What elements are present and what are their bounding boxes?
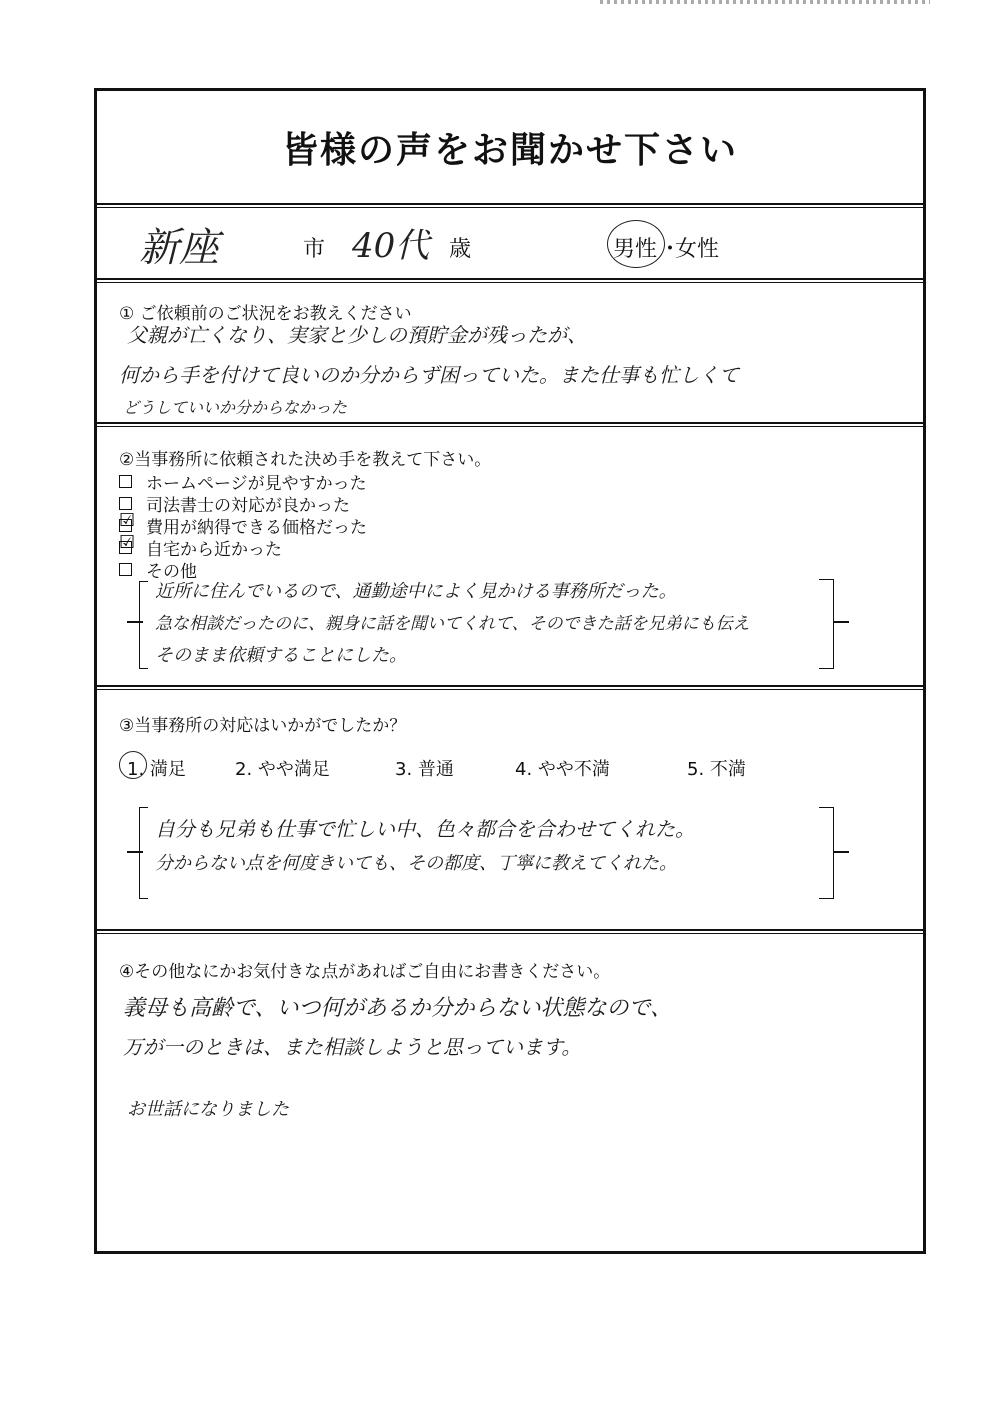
q2-other-line: 急な相談だったのに、親身に話を聞いてくれて、そのできた話を兄弟にも伝え <box>155 614 750 634</box>
checkbox[interactable] <box>119 563 132 576</box>
checkbox[interactable] <box>119 475 132 488</box>
age-handwritten: 40代 <box>352 226 430 266</box>
gender-female: 女性 <box>675 237 720 262</box>
gender-separator: ・ <box>659 237 682 262</box>
rating-option[interactable]: 3. 普通 <box>395 759 454 780</box>
bracket-tick <box>833 851 849 853</box>
option-label: 費用が納得できる価格だった <box>146 518 367 538</box>
q1-answer-line: 父親が亡くなり、実家と少しの預貯金が残ったが、 <box>127 323 587 347</box>
divider <box>97 929 923 934</box>
rating-option[interactable]: 1. 満足 <box>127 759 186 780</box>
q4-closing: お世話になりました <box>127 1099 289 1120</box>
divider <box>97 278 923 283</box>
form-title: 皆様の声をお聞かせ下さい <box>281 129 738 171</box>
q3-answer-line: 分からない点を何度きいても、その都度、丁寧に教えてくれた。 <box>155 853 677 874</box>
q3-answer-line: 自分も兄弟も仕事で忙しい中、色々都合を合わせてくれた。 <box>155 817 695 841</box>
questionnaire-form <box>94 88 926 1254</box>
q2-other-line: そのまま依頼することにした。 <box>155 645 407 666</box>
check-mark: ☑ <box>119 532 136 553</box>
divider <box>97 422 923 427</box>
q4-answer-line: 万が一のときは、また相談しようと思っています。 <box>123 1035 582 1059</box>
left-bracket <box>139 581 148 669</box>
q1-answer-line: どうしていいか分からなかった <box>123 398 348 417</box>
q1-answer-line: 何から手を付けて良いのか分からず困っていた。また仕事も忙しくて <box>119 363 739 387</box>
q2-other-line: 近所に住んでいるので、通勤途中によく見かける事務所だった。 <box>155 581 677 602</box>
respondent-info <box>97 208 923 278</box>
gender-male: 男性 <box>613 237 658 262</box>
q4-answer-line: 義母も高齢で、いつ何があるか分からない状態なので、 <box>123 996 673 1021</box>
rating-option[interactable]: 2. やや満足 <box>235 759 330 780</box>
q3-label: ③当事務所の対応はいかがでしたか？ <box>119 716 407 736</box>
check-mark: ☑ <box>119 510 136 531</box>
bracket-tick <box>127 621 143 623</box>
rating-option[interactable]: 5. 不満 <box>687 759 746 780</box>
bracket-tick <box>833 621 849 623</box>
option-label: その他 <box>146 562 197 582</box>
right-bracket <box>819 579 834 669</box>
right-bracket <box>819 807 834 899</box>
q1-label: ① ご依頼前のご状況をお教えください <box>119 304 412 324</box>
checkbox[interactable] <box>119 497 132 510</box>
option-label: ホームページが見やすかった <box>146 474 367 494</box>
divider <box>97 685 923 690</box>
city-label: 市 <box>303 237 326 262</box>
checkbox-checked[interactable] <box>119 532 136 554</box>
q2-label: ②当事務所に依頼された決め手を教えて下さい。 <box>119 450 492 470</box>
option-label: 司法書士の対応が良かった <box>146 496 350 516</box>
option-label: 自宅から近かった <box>146 540 282 560</box>
q4-label: ④その他なにかお気付きな点があればご自由にお書きください。 <box>119 962 611 982</box>
rating-option[interactable]: 4. やや不満 <box>515 759 610 780</box>
scan-artifact <box>600 0 930 4</box>
left-bracket <box>139 807 148 899</box>
age-label: 歳 <box>449 237 472 262</box>
bracket-tick <box>127 851 143 853</box>
city-handwritten: 新座 <box>139 225 219 271</box>
checkbox-checked[interactable] <box>119 510 136 532</box>
